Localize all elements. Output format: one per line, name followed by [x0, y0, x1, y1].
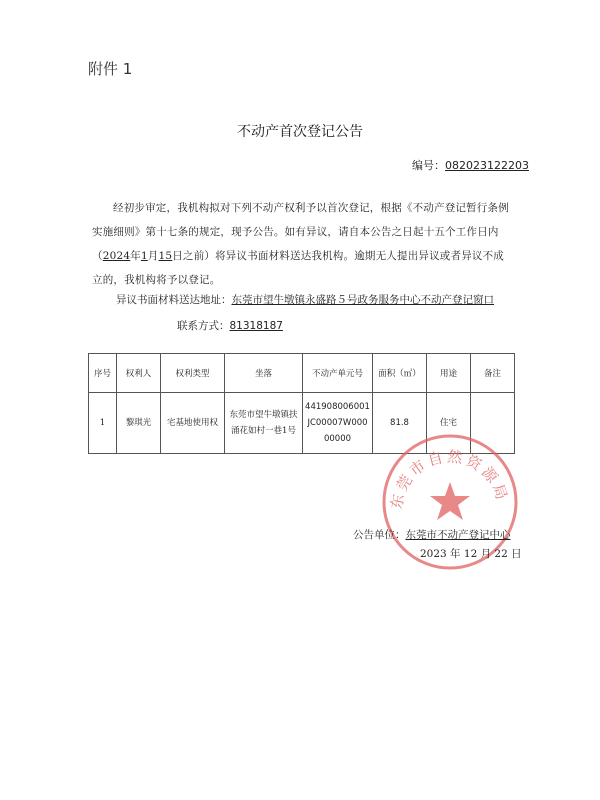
page-title: 不动产首次登记公告: [237, 124, 363, 140]
header-remarks: 备注: [471, 354, 515, 393]
cell-location: 东莞市望牛墩镇扶涌花如村一巷1号: [225, 393, 303, 454]
issuing-unit: [353, 527, 511, 542]
attachment-label: 附件 1: [88, 60, 133, 78]
doc-number-value: 082023122203: [445, 159, 529, 172]
cell-right-holder: 黎琪光: [117, 393, 161, 454]
header-right-type: 权利类型: [161, 354, 225, 393]
header-index: 序号: [89, 354, 117, 393]
cell-area: 81.8: [373, 393, 427, 454]
header-unit-number: 不动产单元号: [303, 354, 373, 393]
objection-address-value: 东莞市望牛墩镇永盛路５号政务服务中心不动产登记窗口: [231, 294, 494, 306]
contact-info: [177, 318, 283, 333]
cell-right-type: 宅基地使用权: [161, 393, 225, 454]
deadline-day: 15: [158, 250, 173, 262]
header-location: 坐落: [225, 354, 303, 393]
notice-paragraph: [92, 196, 512, 292]
issue-date: 2023 年 12 月 22 日: [420, 548, 522, 560]
deadline-year: 2024: [102, 250, 131, 262]
cell-usage: 住宅: [427, 393, 471, 454]
contact-value: 81318187: [229, 320, 283, 332]
doc-number-label: 编号：: [412, 159, 445, 172]
table-header-row: [89, 354, 515, 393]
issuing-unit-label: 公告单位：: [353, 529, 406, 541]
objection-address-label: 异议书面材料送达地址：: [116, 294, 232, 306]
header-area: 面积（㎡）: [373, 354, 427, 393]
cell-index: 1: [89, 393, 117, 454]
contact-label: 联系方式：: [177, 320, 230, 332]
cell-unit-number: 441908006001JC00007W00000000: [303, 393, 373, 454]
seal-text: 东莞市自然资源局: [387, 447, 512, 511]
header-right-holder: 权利人: [117, 354, 161, 393]
month-unit: 月: [147, 250, 159, 262]
seal-star-icon: [430, 482, 470, 520]
body-part-1: 经初步审定，我机构拟对下列不动产权利予以首次登记，根据《不动产登记暂行条例实施细则》第十七条的规定，现予公告。如有异议，请自本公告之日起十五个工作日内（: [92, 202, 509, 262]
year-unit: 年: [130, 250, 141, 262]
header-usage: 用途: [427, 354, 471, 393]
doc-number: [412, 157, 529, 173]
body-part-2: 日之前）将异议书面材料送达我机构。逾期无人提出异议或者异议不成立的，我机构将予以登记。: [92, 250, 504, 286]
objection-address: [116, 292, 494, 307]
issuing-unit-value: 东莞市不动产登记中心: [405, 529, 511, 541]
deadline-month: 1: [140, 250, 148, 262]
